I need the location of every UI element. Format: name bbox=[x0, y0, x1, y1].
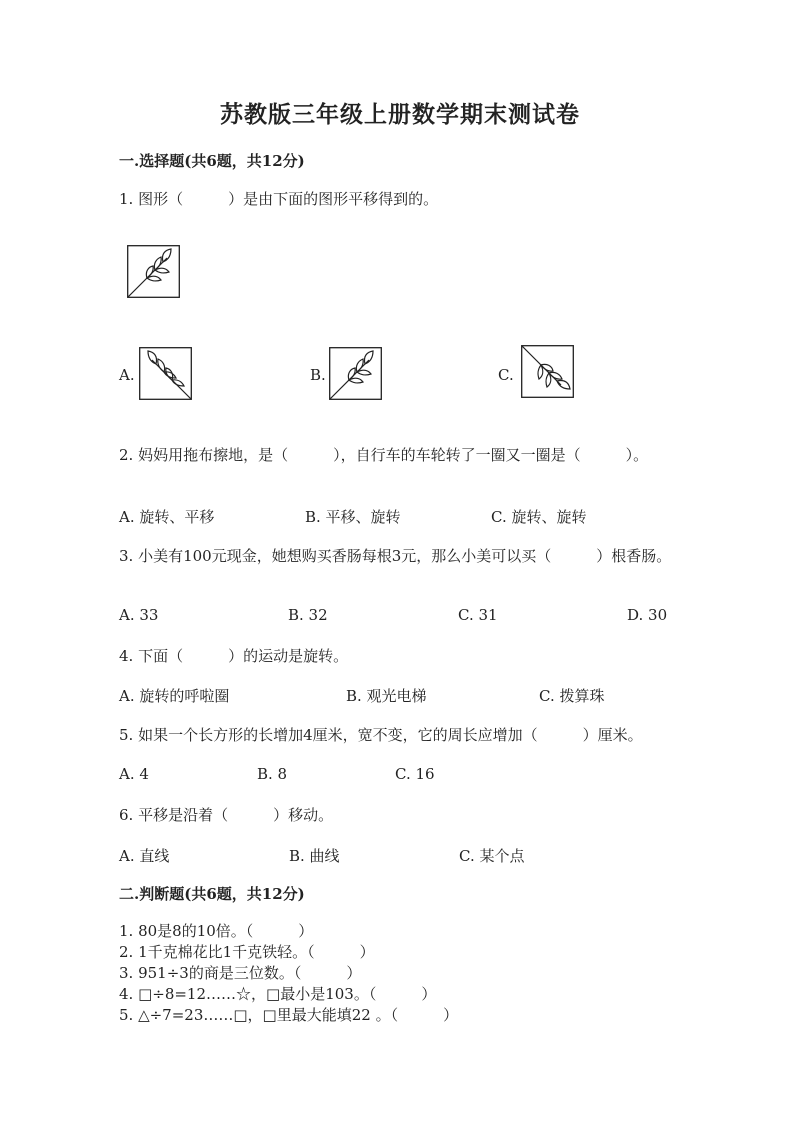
question-1: 1. 图形（ ）是由下面的图形平移得到的。 bbox=[119, 190, 439, 208]
judge-question-2: 2. 1千克棉花比1千克铁轻。（ ） bbox=[119, 943, 375, 961]
q2-option-c: C. 旋转、旋转 bbox=[491, 508, 587, 526]
leaf-branch-icon bbox=[521, 345, 574, 398]
question-5: 5. 如果一个长方形的长增加4厘米，宽不变，它的周长应增加（ ）厘米。 bbox=[119, 726, 643, 744]
q3-option-c: C. 31 bbox=[458, 606, 498, 624]
q2-option-a: A. 旋转、平移 bbox=[119, 508, 215, 526]
question-4: 4. 下面（ ）的运动是旋转。 bbox=[119, 647, 349, 665]
q6-option-b: B. 曲线 bbox=[289, 847, 340, 865]
judge-question-5: 5. △÷7=23……□，□里最大能填22 。（ ） bbox=[119, 1006, 459, 1024]
leaf-branch-icon bbox=[127, 245, 180, 298]
q5-option-a: A. 4 bbox=[119, 765, 149, 783]
question-6: 6. 平移是沿着（ ）移动。 bbox=[119, 806, 334, 824]
q3-option-a: A. 33 bbox=[119, 606, 159, 624]
leaf-branch-icon bbox=[139, 347, 192, 400]
q5-option-c: C. 16 bbox=[395, 765, 435, 783]
q1-option-a-label: A. bbox=[119, 366, 135, 384]
q3-option-d: D. 30 bbox=[627, 606, 668, 624]
leaf-branch-icon bbox=[329, 347, 382, 400]
judge-question-1: 1. 80是8的10倍。（ ） bbox=[119, 922, 314, 940]
q4-option-c: C. 拨算珠 bbox=[539, 687, 605, 705]
question-3: 3. 小美有100元现金，她想购买香肠每根3元，那么小美可以买（ ）根香肠。 bbox=[119, 547, 672, 565]
judge-question-list bbox=[119, 921, 458, 1026]
question-2: 2. 妈妈用拖布擦地，是（ ），自行车的车轮转了一圈又一圈是（ ）。 bbox=[119, 446, 649, 464]
q6-option-c: C. 某个点 bbox=[459, 847, 525, 865]
q1-option-c-label: C. bbox=[498, 366, 514, 384]
q4-option-b: B. 观光电梯 bbox=[346, 687, 427, 705]
judge-question-3: 3. 951÷3的商是三位数。（ ） bbox=[119, 964, 362, 982]
q5-option-b: B. 8 bbox=[257, 765, 288, 783]
q4-option-a: A. 旋转的呼啦圈 bbox=[119, 687, 230, 705]
q3-option-b: B. 32 bbox=[288, 606, 328, 624]
q2-option-b: B. 平移、旋转 bbox=[305, 508, 401, 526]
q1-option-b-label: B. bbox=[310, 366, 326, 384]
page-title: 苏教版三年级上册数学期末测试卷 bbox=[220, 101, 580, 128]
judge-question-4: 4. □÷8=12……☆，□最小是103。（ ） bbox=[119, 985, 437, 1003]
section-2-heading: 二.判断题(共6题，共12分) bbox=[119, 885, 305, 903]
section-1-heading: 一.选择题(共6题，共12分) bbox=[119, 152, 305, 170]
q6-option-a: A. 直线 bbox=[119, 847, 170, 865]
